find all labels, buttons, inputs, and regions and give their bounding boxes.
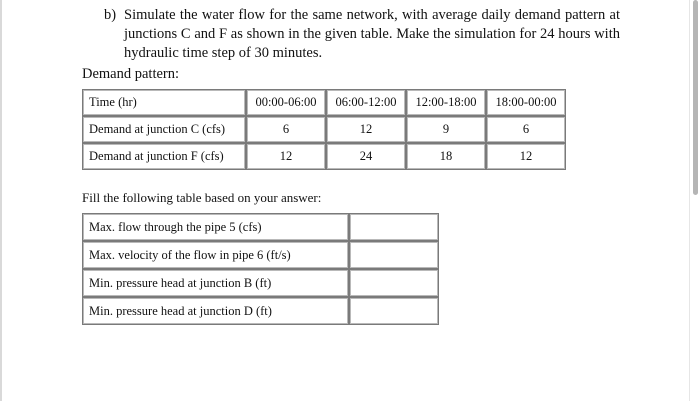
table-row <box>82 143 566 170</box>
answer-cell-max-flow-pipe-5[interactable] <box>349 213 439 241</box>
table-header-row <box>82 89 566 116</box>
table-cell: 6 <box>246 116 326 143</box>
problem-text: Simulate the water flow for the same network, with average daily demand pattern at junctions C and F as shown in the given table. Make the simulation for 24 hours with hydraulic time step of 30 minutes. <box>124 7 620 61</box>
vertical-scrollbar[interactable] <box>693 0 698 195</box>
answer-cell-max-velocity-pipe-6[interactable] <box>349 241 439 269</box>
result-label-min-pressure-d: Min. pressure head at junction D (ft) <box>82 297 349 325</box>
row-label-junction-f: Demand at junction F (cfs) <box>82 143 246 170</box>
result-label-min-pressure-b: Min. pressure head at junction B (ft) <box>82 269 349 297</box>
table-cell: 24 <box>326 143 406 170</box>
page-left-edge <box>0 0 2 401</box>
results-table <box>82 213 439 325</box>
demand-pattern-heading: Demand pattern: <box>82 66 180 82</box>
result-label-max-velocity-pipe-6: Max. velocity of the flow in pipe 6 (ft/s) <box>82 241 349 269</box>
table-row <box>82 269 439 297</box>
header-time: Time (hr) <box>82 89 246 116</box>
table-cell: 12 <box>326 116 406 143</box>
answer-cell-min-pressure-d[interactable] <box>349 297 439 325</box>
table-cell: 12 <box>486 143 566 170</box>
answer-cell-min-pressure-b[interactable] <box>349 269 439 297</box>
table-row <box>82 213 439 241</box>
problem-statement <box>104 6 620 63</box>
header-period-4: 18:00-00:00 <box>486 89 566 116</box>
table-row <box>82 297 439 325</box>
fill-instructions: Fill the following table based on your answer: <box>82 190 322 205</box>
table-cell: 18 <box>406 143 486 170</box>
header-period-1: 00:00-06:00 <box>246 89 326 116</box>
page-right-edge <box>689 0 690 401</box>
table-cell: 6 <box>486 116 566 143</box>
header-period-2: 06:00-12:00 <box>326 89 406 116</box>
row-label-junction-c: Demand at junction C (cfs) <box>82 116 246 143</box>
result-label-max-flow-pipe-5: Max. flow through the pipe 5 (cfs) <box>82 213 349 241</box>
table-cell: 9 <box>406 116 486 143</box>
table-row <box>82 116 566 143</box>
table-row <box>82 241 439 269</box>
demand-pattern-table <box>82 89 566 170</box>
table-cell: 12 <box>246 143 326 170</box>
problem-marker: b) <box>104 7 117 23</box>
header-period-3: 12:00-18:00 <box>406 89 486 116</box>
